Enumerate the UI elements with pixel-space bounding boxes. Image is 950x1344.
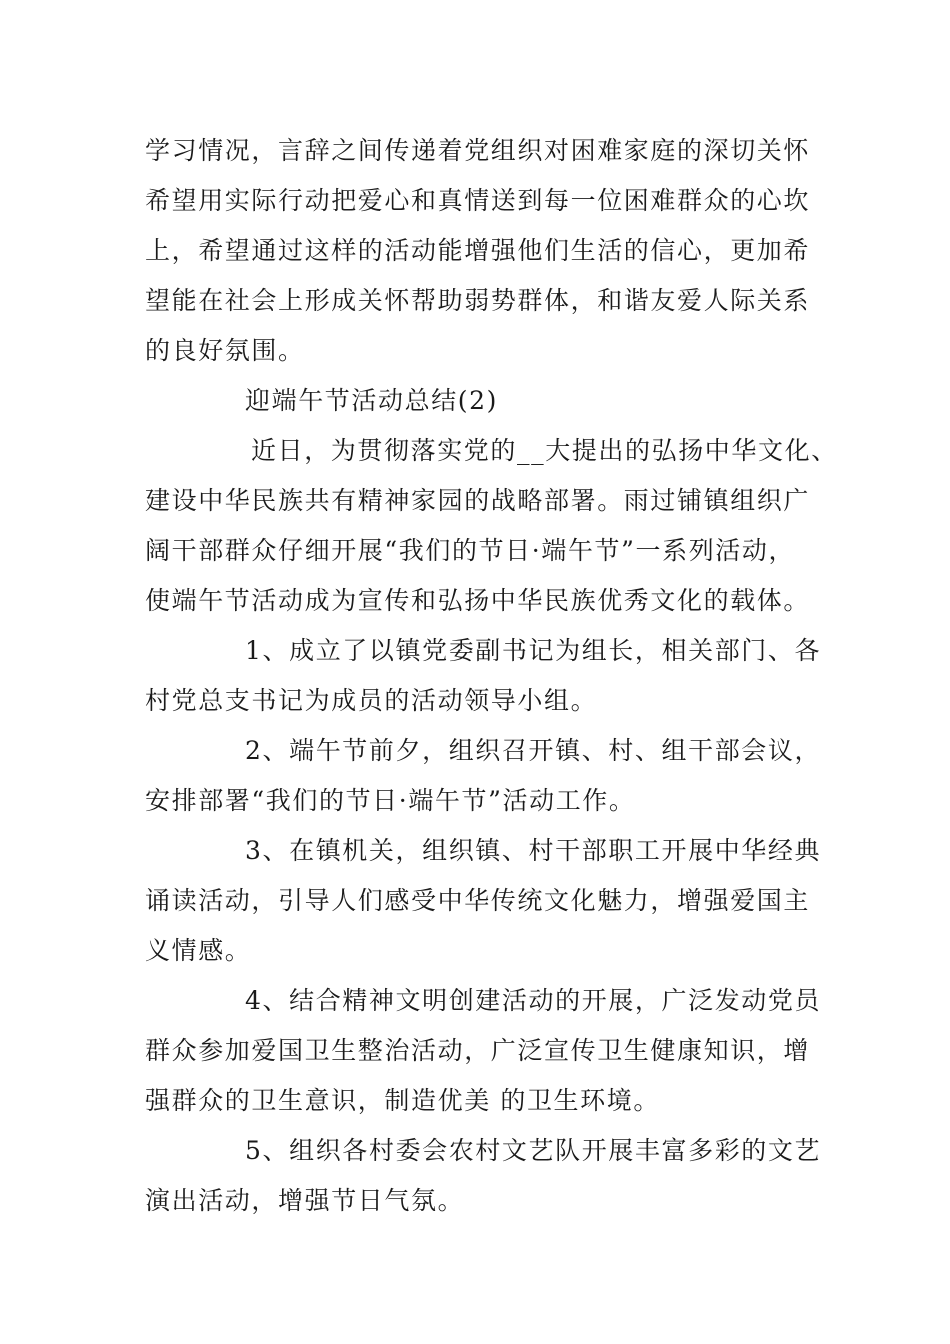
list-item-line: 1、成立了以镇党委副书记为组长，相关部门、各 [245, 636, 822, 665]
list-item-line: 4、结合精神文明创建活动的开展，广泛发动党员 [245, 986, 822, 1015]
list-item-line: 诵读活动，引导人们感受中华传统文化魅力，增强爱国主 [145, 886, 811, 915]
paragraph-line: 希望用实际行动把爱心和真情送到每一位困难群众的心坎 [145, 186, 811, 215]
paragraph-line: 使端午节活动成为宣传和弘扬中华民族优秀文化的载体。 [145, 586, 811, 615]
paragraph-line: 上，希望通过这样的活动能增强他们生活的信心，更加希 [145, 236, 811, 265]
paragraph-line: 建设中华民族共有精神家园的战略部署。雨过铺镇组织广 [145, 486, 811, 515]
paragraph-line: 学习情况，言辞之间传递着党组织对困难家庭的深切关怀 [145, 136, 811, 165]
document-body [145, 126, 838, 1226]
list-item-line: 安排部署“我们的节日·端午节”活动工作。 [145, 786, 636, 815]
paragraph-line: 阔干部群众仔细开展“我们的节日·端午节”一系列活动， [145, 536, 796, 565]
list-item-line: 强群众的卫生意识，制造优美 的卫生环境。 [145, 1086, 660, 1115]
list-item-line: 群众参加爱国卫生整治活动，广泛宣传卫生健康知识，增 [145, 1036, 811, 1065]
list-item-line: 3、在镇机关，组织镇、村干部职工开展中华经典 [245, 836, 822, 865]
paragraph-line: 望能在社会上形成关怀帮助弱势群体，和谐友爱人际关系 [145, 286, 811, 315]
paragraph-line: 近日，为贯彻落实党的__大提出的弘扬中华文化、 [251, 436, 838, 465]
list-item-line: 2、端午节前夕，组织召开镇、村、组干部会议， [245, 736, 822, 765]
list-item-line: 演出活动，增强节日气氛。 [145, 1186, 465, 1215]
list-item-line: 5、组织各村委会农村文艺队开展丰富多彩的文艺 [245, 1136, 822, 1165]
paragraph-line: 的良好氛围。 [145, 336, 305, 365]
section-heading: 迎端午节活动总结(2) [245, 386, 499, 415]
list-item-line: 村党总支书记为成员的活动领导小组。 [145, 686, 598, 715]
list-item-line: 义情感。 [145, 936, 252, 965]
